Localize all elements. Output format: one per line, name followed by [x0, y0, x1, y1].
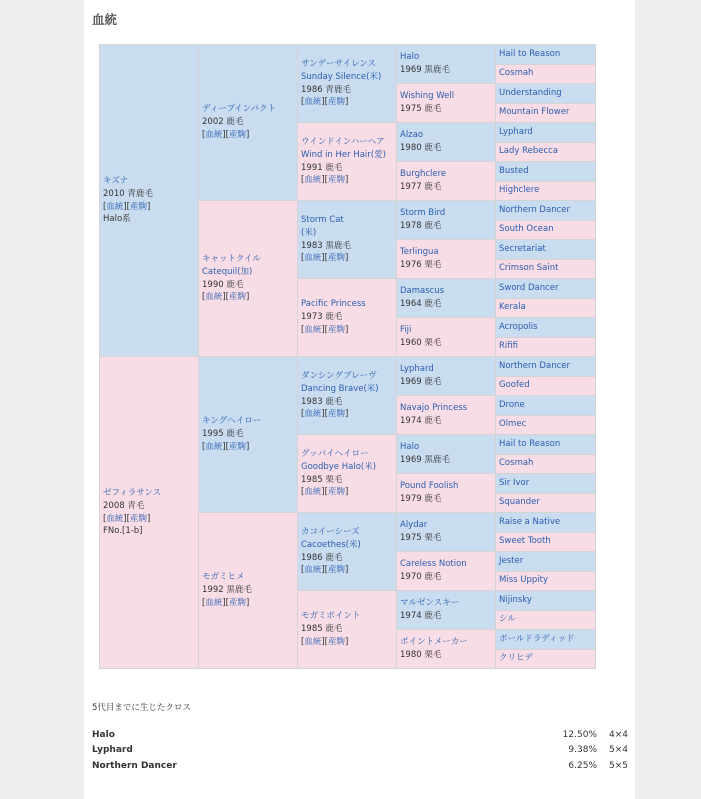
bracket: ][ [321, 565, 328, 576]
horse-name-link[interactable]: South Ocean [499, 224, 554, 235]
horse-name-link[interactable]: Halo [400, 442, 420, 453]
horse-name-link[interactable]: Lyphard [400, 364, 434, 375]
pedigree-link[interactable]: 血統 [205, 441, 223, 452]
gen4-cell [397, 396, 496, 435]
pedigree-table [99, 44, 596, 669]
gen4-cell [397, 279, 496, 318]
bracket: [ [301, 565, 305, 576]
pedigree-link[interactable]: 血統 [106, 201, 124, 212]
pedigree-row [100, 45, 596, 65]
gen4-cell [397, 552, 496, 591]
horse-name-link[interactable]: Squander [499, 497, 540, 508]
horse-birth-color: 1986 青鹿毛 [301, 84, 351, 95]
gen5-cell [496, 454, 596, 474]
horse-name-link[interactable]: クリヒデ [499, 653, 534, 664]
horse-birth-color: 1969 黒鹿毛 [400, 65, 450, 75]
gen5-cell [496, 630, 596, 650]
offspring-link[interactable]: 産駒 [228, 597, 246, 608]
gen4-cell [397, 240, 496, 279]
horse-name-link[interactable]: Cosmah [499, 458, 534, 469]
horse-name-link[interactable]: モガミヒメ [202, 572, 245, 583]
horse-birth-color: 1976 栗毛 [400, 260, 442, 270]
pedigree-link[interactable]: 血統 [205, 292, 223, 303]
cross-horse: Lyphard [92, 745, 133, 755]
gen4-cell [397, 513, 496, 552]
gen5-cell [496, 357, 596, 377]
bracket: [ [202, 129, 206, 140]
horse-name-link[interactable]: Raise a Native [499, 516, 561, 527]
bracket: ][ [123, 201, 130, 212]
gen5-cell [496, 415, 596, 435]
horse-name-link[interactable]: ゼフィラサンス [103, 487, 162, 498]
horse-name-link[interactable]: Lady Rebecca [499, 146, 559, 157]
horse-name-link[interactable]: ウインドインハーヘア [301, 136, 385, 147]
horse-name-link[interactable]: Sweet Tooth [499, 536, 551, 547]
horse-birth-color: 2002 鹿毛 [202, 117, 244, 128]
gen1-cell [100, 357, 199, 669]
horse-birth-color: 1974 鹿毛 [400, 611, 442, 621]
horse-origin-link[interactable]: Cacoethes(米) [301, 539, 361, 550]
bracket: ][ [222, 597, 229, 608]
horse-name-link[interactable]: Hail to Reason [499, 48, 561, 59]
bracket: ][ [222, 129, 229, 140]
horse-birth-color: 1995 鹿毛 [202, 429, 244, 440]
horse-origin-link[interactable]: Wind in Her Hair(愛) [301, 149, 386, 160]
bracket: ][ [222, 441, 229, 452]
section-title: 血統 [92, 12, 118, 27]
horse-origin-link[interactable]: Catequil(加) [202, 266, 253, 277]
cross-row [92, 761, 628, 775]
horse-name-link[interactable]: ダンシングブレーヴ [301, 370, 377, 381]
offspring-link[interactable]: 産駒 [129, 201, 147, 212]
horse-birth-color: 1980 鹿毛 [400, 143, 442, 153]
bracket: ] [345, 175, 349, 186]
horse-origin-link[interactable]: Dancing Brave(米) [301, 383, 379, 394]
horse-birth-color: 1990 鹿毛 [202, 279, 244, 290]
gen5-cell [496, 552, 596, 572]
gen3-cell [298, 591, 397, 669]
horse-name-link[interactable]: Careless Notion [400, 559, 467, 570]
bracket: ] [345, 636, 349, 647]
horse-name-link[interactable]: Halo [400, 52, 420, 63]
horse-name-link[interactable]: Crimson Saint [499, 263, 559, 274]
gen1-cell [100, 45, 199, 357]
gen4-cell [397, 474, 496, 513]
horse-birth-color: 1964 鹿毛 [400, 299, 442, 309]
bracket: ][ [321, 487, 328, 498]
offspring-link[interactable]: 産駒 [327, 324, 345, 335]
bracket: [ [301, 636, 305, 647]
horse-name-link[interactable]: Acropolis [499, 321, 538, 332]
bracket: [ [301, 487, 305, 498]
bracket: ] [147, 201, 151, 212]
gen5-cell [496, 162, 596, 182]
horse-birth-color: 1992 黒鹿毛 [202, 585, 252, 596]
gen2-cell [199, 357, 298, 513]
horse-name-link[interactable]: Understanding [499, 87, 562, 98]
pedigree-row [100, 357, 596, 377]
offspring-link[interactable]: 産駒 [327, 175, 345, 186]
horse-birth-color: 1975 鹿毛 [400, 104, 442, 114]
gen5-cell [496, 123, 596, 143]
bracket: ] [246, 292, 250, 303]
gen5-cell [496, 45, 596, 65]
horse-name-link[interactable]: Sword Dancer [499, 282, 559, 293]
gen3-cell [298, 45, 397, 123]
horse-birth-color: 1991 鹿毛 [301, 162, 343, 173]
horse-birth-color: 1983 鹿毛 [301, 396, 343, 407]
bracket: ][ [321, 409, 328, 420]
cross-row [92, 730, 628, 744]
offspring-link[interactable]: 産駒 [228, 441, 246, 452]
horse-name-link[interactable]: Highclere [499, 185, 540, 196]
horse-birth-color: 1974 鹿毛 [400, 416, 442, 426]
horse-note: FNo.[1-b] [103, 526, 143, 537]
cross-percent: 6.25% [568, 761, 597, 771]
horse-name-link[interactable]: Goofed [499, 380, 530, 391]
bracket: ] [147, 513, 151, 524]
horse-birth-color: 2010 青鹿毛 [103, 188, 153, 199]
horse-name-link[interactable]: マルゼンスキー [400, 598, 460, 609]
gen5-cell [496, 493, 596, 513]
offspring-link[interactable]: 産駒 [327, 97, 345, 108]
horse-name-link[interactable]: モガミポイント [301, 611, 361, 622]
offspring-link[interactable]: 産駒 [327, 253, 345, 264]
gen5-cell [496, 649, 596, 669]
horse-name-link[interactable]: Fiji [400, 325, 412, 336]
gen5-cell [496, 181, 596, 201]
horse-birth-color: 1977 鹿毛 [400, 182, 442, 192]
horse-name-link[interactable]: Rififi [499, 341, 518, 352]
gen5-cell [496, 240, 596, 260]
bracket: ] [345, 565, 349, 576]
horse-name-link[interactable]: Cosmah [499, 68, 534, 79]
horse-birth-color: 1978 鹿毛 [400, 221, 442, 231]
gen4-cell [397, 591, 496, 630]
bracket: ] [246, 129, 250, 140]
horse-name-link[interactable]: Terlingua [400, 247, 439, 258]
bracket: [ [301, 253, 305, 264]
pedigree-link[interactable]: 血統 [304, 324, 322, 335]
bracket: ] [246, 597, 250, 608]
offspring-link[interactable]: 産駒 [129, 513, 147, 524]
gen3-cell [298, 201, 397, 279]
gen5-cell [496, 591, 596, 611]
gen4-cell [397, 201, 496, 240]
offspring-link[interactable]: 産駒 [327, 487, 345, 498]
horse-name-link[interactable]: Drone [499, 399, 525, 410]
bracket: [ [301, 97, 305, 108]
horse-birth-color: 1970 鹿毛 [400, 572, 442, 582]
gen4-cell [397, 318, 496, 357]
pedigree-link[interactable]: 血統 [304, 636, 322, 647]
horse-birth-color: 2008 青毛 [103, 500, 145, 511]
horse-name-link[interactable]: Navajo Princess [400, 403, 468, 414]
horse-name-link[interactable]: キズナ [103, 175, 129, 186]
cross-generation: 5×4 [609, 745, 628, 755]
gen5-cell [496, 201, 596, 221]
horse-name-link[interactable]: Storm Bird [400, 208, 446, 219]
horse-origin-link[interactable]: Goodbye Halo(米) [301, 461, 377, 472]
horse-birth-color: 1986 鹿毛 [301, 552, 343, 563]
horse-birth-color: 1983 黒鹿毛 [301, 240, 351, 251]
bracket: ][ [222, 292, 229, 303]
horse-birth-color: 1969 鹿毛 [400, 377, 442, 387]
pedigree-link[interactable]: 血統 [304, 409, 322, 420]
cross-title: 5代目までに生じたクロス [92, 703, 191, 713]
horse-name-link[interactable]: ボールドラディッド [499, 633, 575, 644]
cross-horse: Northern Dancer [92, 761, 177, 771]
gen5-cell [496, 318, 596, 338]
pedigree-link[interactable]: 血統 [304, 487, 322, 498]
horse-name-link[interactable]: Olmec [499, 419, 527, 430]
bracket: ][ [321, 253, 328, 264]
gen5-cell [496, 571, 596, 591]
pedigree-link[interactable]: 血統 [205, 129, 223, 140]
gen2-cell [199, 201, 298, 357]
horse-name-link[interactable]: シル [499, 614, 516, 625]
gen4-cell [397, 45, 496, 84]
bracket: ] [345, 253, 349, 264]
pedigree-link[interactable]: 血統 [304, 253, 322, 264]
cross-row [92, 745, 628, 759]
horse-name-link[interactable]: Hail to Reason [499, 438, 561, 449]
bracket: [ [301, 409, 305, 420]
gen5-cell [496, 259, 596, 279]
gen4-cell [397, 435, 496, 474]
horse-name-link[interactable]: サンデーサイレンス [301, 58, 377, 69]
gen5-cell [496, 474, 596, 494]
horse-name-link[interactable]: Alzao [400, 130, 424, 141]
gen4-cell [397, 357, 496, 396]
gen3-cell [298, 279, 397, 357]
gen3-cell [298, 357, 397, 435]
horse-birth-color: 1979 鹿毛 [400, 494, 442, 504]
gen2-cell [199, 45, 298, 201]
bracket: ] [345, 487, 349, 498]
gen5-cell [496, 298, 596, 318]
gen3-cell [298, 123, 397, 201]
cross-percent: 9.38% [568, 745, 597, 755]
gen5-cell [496, 610, 596, 630]
horse-birth-color: 1985 鹿毛 [301, 624, 343, 635]
gen5-cell [496, 435, 596, 455]
horse-origin-link[interactable]: (米) [301, 227, 317, 238]
horse-name-link[interactable]: Northern Dancer [499, 360, 570, 371]
horse-name-link[interactable]: Miss Uppity [499, 575, 548, 586]
offspring-link[interactable]: 産駒 [327, 636, 345, 647]
gen4-cell [397, 630, 496, 669]
horse-name-link[interactable]: Mountain Flower [499, 107, 570, 118]
bracket: [ [301, 175, 305, 186]
horse-name-link[interactable]: カコイーシーズ [301, 526, 360, 537]
horse-birth-color: 1975 栗毛 [400, 533, 442, 543]
bracket: ] [246, 441, 250, 452]
bracket: ][ [321, 324, 328, 335]
horse-name-link[interactable]: Burghclere [400, 169, 447, 180]
cross-percent: 12.50% [562, 730, 597, 740]
horse-name-link[interactable]: Nijinsky [499, 594, 532, 605]
bracket: ] [345, 97, 349, 108]
cross-generation: 5×5 [609, 761, 628, 771]
horse-name-link[interactable]: Lyphard [499, 126, 533, 137]
horse-name-link[interactable]: Pound Foolish [400, 481, 459, 492]
horse-birth-color: 1980 栗毛 [400, 650, 442, 660]
cross-generation: 4×4 [609, 730, 628, 740]
bracket: [ [301, 324, 305, 335]
bracket: [ [103, 201, 107, 212]
gen3-cell [298, 435, 397, 513]
horse-birth-color: 1960 栗毛 [400, 338, 442, 348]
offspring-link[interactable]: 産駒 [327, 409, 345, 420]
horse-name-link[interactable]: Alydar [400, 520, 428, 531]
gen4-cell [397, 162, 496, 201]
horse-name-link[interactable]: Jester [499, 555, 524, 566]
gen5-cell [496, 532, 596, 552]
horse-name-link[interactable]: Wishing Well [400, 91, 455, 102]
horse-name-link[interactable]: Northern Dancer [499, 204, 570, 215]
pedigree-link[interactable]: 血統 [304, 97, 322, 108]
gen5-cell [496, 103, 596, 123]
gen5-cell [496, 376, 596, 396]
gen5-cell [496, 220, 596, 240]
gen5-cell [496, 142, 596, 162]
gen3-cell [298, 513, 397, 591]
bracket: ][ [123, 513, 130, 524]
gen5-cell [496, 84, 596, 104]
gen4-cell [397, 123, 496, 162]
bracket: [ [103, 513, 107, 524]
horse-name-link[interactable]: Kerala [499, 302, 526, 313]
bracket: [ [202, 441, 206, 452]
horse-name-link[interactable]: ポイントメーカー [400, 637, 468, 648]
offspring-link[interactable]: 産駒 [228, 292, 246, 303]
bracket: ][ [321, 175, 328, 186]
horse-name-link[interactable]: Busted [499, 165, 529, 176]
horse-birth-color: 1985 栗毛 [301, 474, 343, 485]
offspring-link[interactable]: 産駒 [327, 565, 345, 576]
offspring-link[interactable]: 産駒 [228, 129, 246, 140]
bracket: ] [345, 324, 349, 335]
pedigree-link[interactable]: 血統 [304, 175, 322, 186]
horse-name-link[interactable]: Secretariat [499, 243, 546, 254]
horse-name-link[interactable]: キングヘイロー [202, 416, 262, 427]
gen5-cell [496, 64, 596, 84]
bracket: ][ [321, 636, 328, 647]
pedigree-link[interactable]: 血統 [106, 513, 124, 524]
gen2-cell [199, 513, 298, 669]
horse-name-link[interactable]: グッバイヘイロー [301, 448, 369, 459]
horse-name-link[interactable]: Storm Cat [301, 214, 344, 225]
bracket: ] [345, 409, 349, 420]
gen5-cell [496, 396, 596, 416]
horse-name-link[interactable]: ディープインパクト [202, 104, 277, 115]
pedigree-link[interactable]: 血統 [304, 565, 322, 576]
bracket: [ [202, 597, 206, 608]
horse-origin-link[interactable]: Sunday Silence(米) [301, 71, 382, 82]
pedigree-link[interactable]: 血統 [205, 597, 223, 608]
horse-name-link[interactable]: Pacific Princess [301, 299, 366, 310]
horse-name-link[interactable]: キャットクイル [202, 253, 261, 264]
horse-birth-color: 1973 鹿毛 [301, 312, 343, 323]
horse-note: Halo系 [103, 214, 131, 225]
gen5-cell [496, 513, 596, 533]
cross-horse: Halo [92, 730, 115, 740]
bracket: [ [202, 292, 206, 303]
gen4-cell [397, 84, 496, 123]
horse-name-link[interactable]: Sir Ivor [499, 477, 530, 488]
bracket: ][ [321, 97, 328, 108]
gen5-cell [496, 337, 596, 357]
horse-birth-color: 1969 黒鹿毛 [400, 455, 450, 465]
gen5-cell [496, 279, 596, 299]
horse-name-link[interactable]: Damascus [400, 286, 445, 297]
